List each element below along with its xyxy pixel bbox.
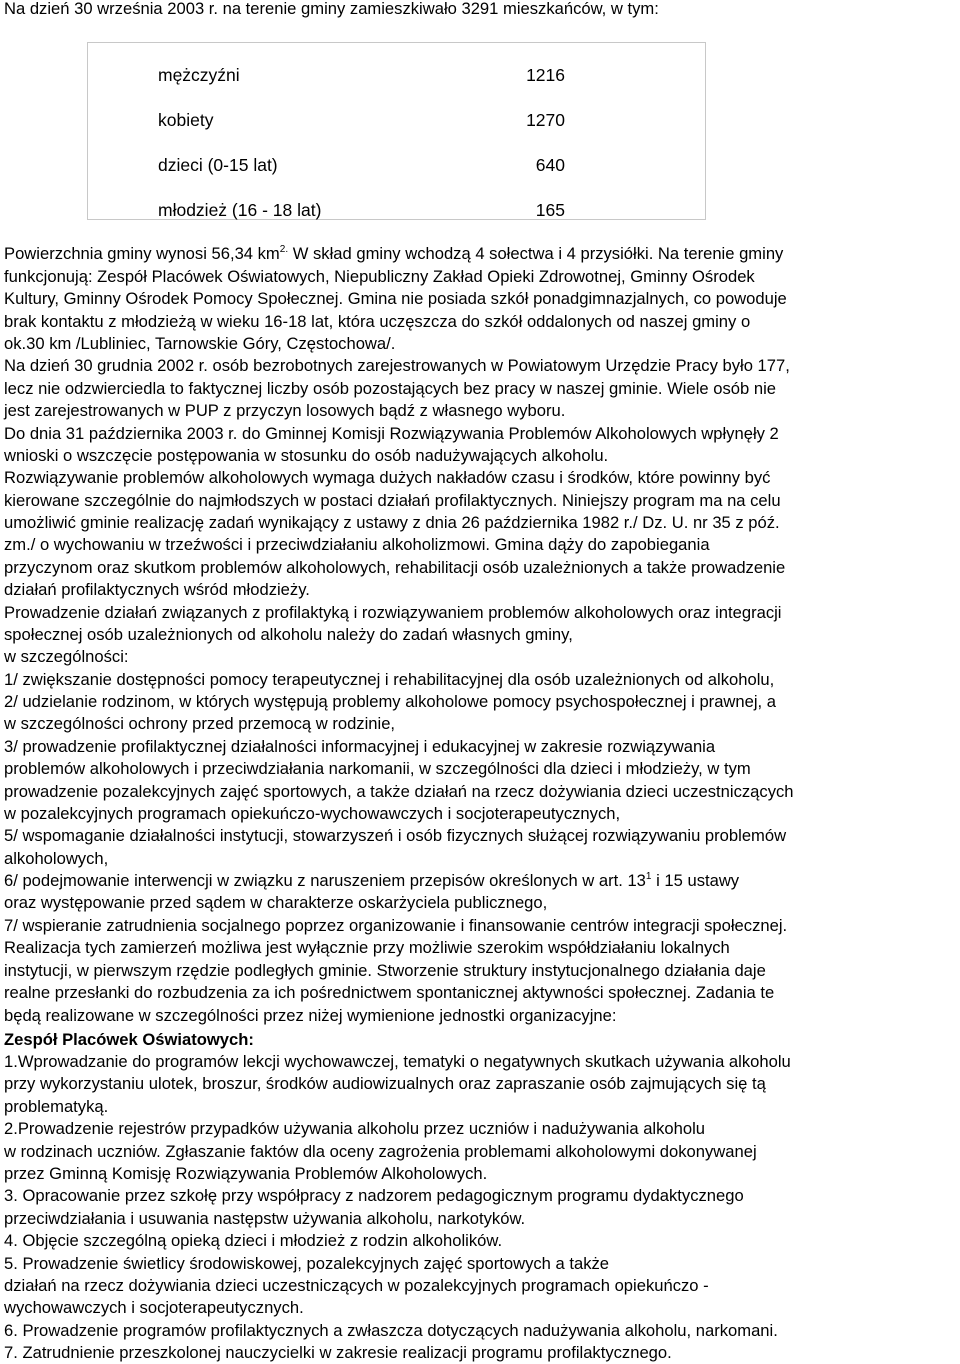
text-line: społecznej osób uzależnionych od alkoholu należy do zadań własnych gminy, — [4, 624, 573, 644]
text-line: 3. Opracowanie przez szkołę przy współpracy z nadzorem pedagogicznym programu dydaktycznego — [4, 1186, 744, 1206]
text-line: 1/ zwiększanie dostępności pomocy terapeutycznej i rehabilitacyjnej dla osób uzależnionych od alkoholu, — [4, 669, 775, 689]
text-line: w szczególności: — [4, 647, 129, 667]
text-line: działań profilaktycznych wśród młodzieży. — [4, 580, 310, 600]
text-line: w pozalekcyjnych programach opiekuńczo-wychowawczych i socjoterapeutycznych, — [4, 803, 621, 823]
text-line: kierowane szczególnie do najmłodszych w postaci działań profilaktycznych. Niniejszy program ma na celu — [4, 490, 781, 510]
area-superscript: 2. — [279, 244, 289, 255]
text-line: 7. Zatrudnienie przeszkolonej nauczycielki w zakresie realizacji programu profilaktycznego. — [4, 1343, 672, 1363]
text-line: jest zarejestrowanych w PUP z przyczyn losowych bądź z własnego wyboru. — [4, 401, 566, 421]
intro-text: Na dzień 30 września 2003 r. na terenie gminy zamieszkiwało 3291 mieszkańców, w tym: — [4, 0, 659, 18]
text-line: przeciwdziałania i usuwania następstw używania alkoholu, narkotyków. — [4, 1208, 526, 1228]
text-line: przy wykorzystaniu ulotek, broszur, środków audiowizualnych oraz zapraszanie osób zajmujących się tą — [4, 1074, 766, 1094]
text-line: 1.Wprowadzanie do programów lekcji wychowawczej, tematyki o negatywnych skutkach używania alkoholu — [4, 1052, 791, 1071]
art-superscript: 1 — [645, 871, 652, 882]
text-line: problematyką. — [4, 1096, 109, 1116]
text-line: lecz nie odzwierciedla to faktycznej liczby osób pozostających bez pracy w naszej gminie. Wiele osób nie — [4, 378, 776, 398]
section-heading: Zespół Placówek Oświatowych: — [4, 1030, 254, 1049]
text-line: 4. Objęcie szczególną opieką dzieci i młodzież z rodzin alkoholików. — [4, 1231, 503, 1251]
text-line: przez Gminną Komisję Rozwiązywania Problemów Alkoholowych. — [4, 1164, 488, 1183]
text-line: Do dnia 31 października 2003 r. do Gminnej Komisji Rozwiązywania Problemów Alkoholowych wpłynęły 2 — [4, 423, 779, 443]
table-value-men: 1216 — [526, 65, 565, 85]
area-paragraph-line — [4, 243, 783, 265]
text-line: wnioski o wszczęcie postępowania w stosunku do osób nadużywających alkoholu. — [4, 445, 609, 465]
text-line: wychowawczych i socjoterapeutycznych. — [4, 1298, 304, 1318]
art-paragraph-line — [4, 870, 739, 892]
text-line: będą realizowane w szczególności przez niżej wymienione jednostki organizacyjne: — [4, 1005, 617, 1025]
text-line: 2/ udzielanie rodzinom, w których występują problemy alkoholowe pomocy psychospołecznej i prawnej, a — [4, 692, 776, 712]
text-line: ok.30 km /Lubliniec, Tarnowskie Góry, Częstochowa/. — [4, 334, 396, 354]
text-line: prowadzenie pozalekcyjnych zajęć sportowych, a także działań na rzecz dożywiania dzieci uczestniczących — [4, 781, 794, 801]
text-line: oraz występowanie przed sądem w charakterze oskarżyciela publicznego, — [4, 893, 548, 912]
area-text-before: Powierzchnia gminy wynosi 56,34 km — [4, 244, 280, 263]
text-line: Rozwiązywanie problemów alkoholowych wymaga dużych nakładów czasu i środków, które powinny być — [4, 468, 771, 488]
text-line: umożliwić gminie realizację zadań wynikający z ustawy z dnia 26 października 1982 r./ Dz. U. nr 35 z póź. — [4, 513, 780, 533]
text-line: działań na rzecz dożywiania dzieci uczestniczących w pozalekcyjnych programach opiekuńczo - — [4, 1276, 709, 1295]
table-value-youth: 165 — [535, 200, 565, 220]
text-line: w rodzinach uczniów. Zgłaszanie faktów dla oceny zagrożenia problemami alkoholowymi dokonywanej — [4, 1141, 757, 1161]
text-line: instytucji, w pierwszym rzędzie podległych gminie. Stworzenie struktury instytucjonalnego działania daje — [4, 960, 766, 980]
population-table — [87, 42, 706, 220]
art-text-after: i 15 ustawy — [651, 871, 740, 890]
text-line: 6. Prowadzenie programów profilaktycznych a zwłaszcza dotyczących nadużywania alkoholu, narkomani. — [4, 1320, 778, 1340]
text-line: Kultury, Gminny Ośrodek Pomocy Społecznej. Gmina nie posiada szkół ponadgimnazjalnych, co powoduje — [4, 289, 787, 309]
art-text-before: 6/ podejmowanie interwencji w związku z naruszeniem przepisów określonych w art. 13 — [4, 871, 646, 890]
text-line: 5. Prowadzenie świetlicy środowiskowej, pozalekcyjnych zajęć sportowych a także — [4, 1253, 610, 1273]
table-label-youth: młodzież (16 - 18 lat) — [158, 200, 322, 220]
table-label-women: kobiety — [158, 110, 214, 130]
area-text-after: W skład gminy wchodzą 4 sołectwa i 4 przysiółki. Na terenie gminy — [288, 244, 784, 263]
table-value-women: 1270 — [526, 110, 565, 130]
table-label-men: mężczyźni — [158, 65, 240, 85]
text-line: zm./ o wychowaniu w trzeźwości i przeciwdziałaniu alkoholizmowi. Gmina dąży do zapobiegania — [4, 535, 710, 555]
text-line: brak kontaktu z młodzieżą w wieku 16-18 lat, która uczęszcza do szkół oddalonych od naszej gminy o — [4, 311, 751, 331]
text-line: Prowadzenie działań związanych z profilaktyką i rozwiązywaniem problemów alkoholowych oraz integracji — [4, 602, 782, 622]
text-line: 5/ wspomaganie działalności instytucji, stowarzyszeń i osób fizycznych służącej rozwiązywaniu problemów — [4, 826, 787, 846]
text-line: 7/ wspieranie zatrudnienia socjalnego poprzez organizowanie i finansowanie centrów integracji społecznej. — [4, 915, 788, 935]
text-line: funkcjonują: Zespół Placówek Oświatowych, Niepubliczny Zakład Opieki Zdrowotnej, Gminny Ośrodek — [4, 267, 755, 286]
text-line: Na dzień 30 grudnia 2002 r. osób bezrobotnych zarejestrowanych w Powiatowym Urzędzie Pracy było 177, — [4, 356, 790, 376]
table-value-children: 640 — [535, 155, 565, 175]
text-line: problemów alkoholowych i przeciwdziałania narkomanii, w szczególności dla dzieci i młodzieży, w tym — [4, 759, 751, 779]
text-line: Realizacja tych zamierzeń możliwa jest wyłącznie przy możliwie szerokim współdziałaniu lokalnych — [4, 938, 730, 957]
table-label-children: dzieci (0-15 lat) — [158, 155, 278, 175]
text-line: 3/ prowadzenie profilaktycznej działalności informacyjnej i edukacyjnej w zakresie rozwiązywania — [4, 736, 716, 756]
text-line: w szczególności ochrony przed przemocą w rodzinie, — [4, 714, 396, 734]
text-line: alkoholowych, — [4, 848, 109, 868]
text-line: 2.Prowadzenie rejestrów przypadków używania alkoholu przez uczniów i nadużywania alkoholu — [4, 1119, 706, 1139]
text-line: przyczynom oraz skutkom problemów alkoholowych, rehabilitacji osób uzależnionych a także prowadzenie — [4, 557, 786, 577]
text-line: realne przesłanki do rozbudzenia za ich pośrednictwem spontanicznej aktywności społecznej. Zadania te — [4, 983, 775, 1002]
